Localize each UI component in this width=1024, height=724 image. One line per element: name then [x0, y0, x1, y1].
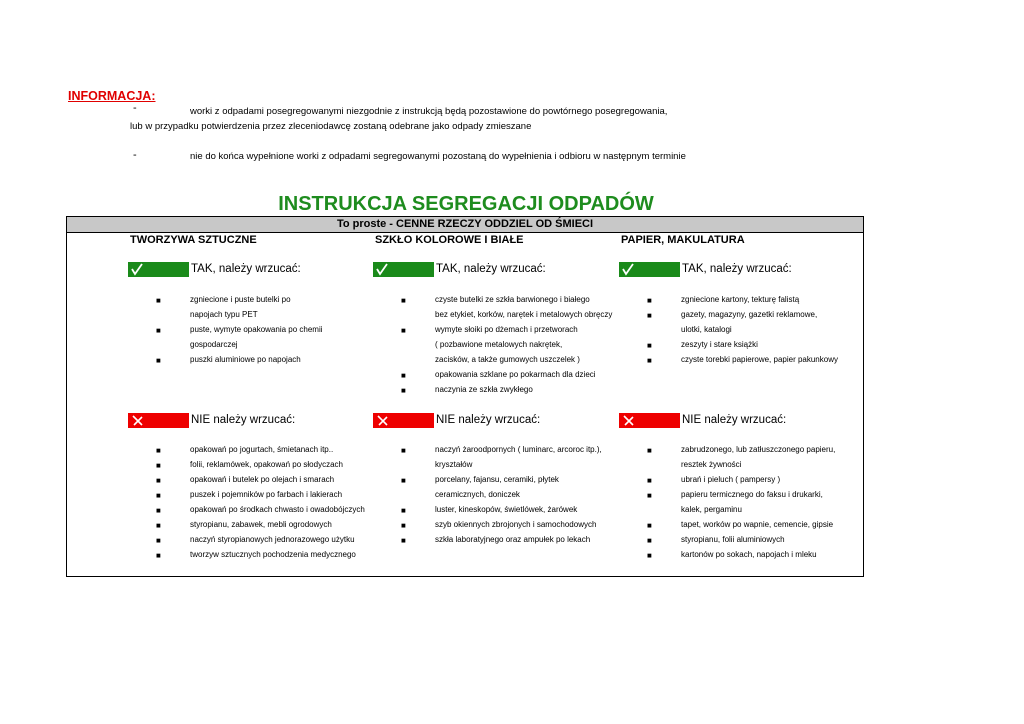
no-badge: [373, 413, 434, 428]
bullet-marker: ■: [647, 296, 652, 305]
yes-badge: [373, 262, 434, 277]
bullet-marker: ■: [647, 536, 652, 545]
bullet-marker: ■: [401, 506, 406, 515]
info-dash-2: -: [133, 149, 137, 161]
list-item: szyb okiennych zbrojonych i samochodowych: [435, 520, 597, 529]
check-icon: [621, 263, 635, 276]
list-item: ceramicznych, doniczek: [435, 490, 520, 499]
list-item: opakowań po środkach chwasto i owadobójczych: [190, 505, 365, 514]
bullet-marker: ■: [647, 341, 652, 350]
list-item: tapet, worków po wapnie, cemencie, gipsie: [681, 520, 834, 529]
yes-label: TAK, należy wrzucać:: [436, 263, 546, 275]
bullet-marker: ■: [647, 446, 652, 455]
list-item: zeszyty i stare książki: [681, 340, 758, 349]
yes-badge: [128, 262, 189, 277]
list-item: styropianu, zabawek, mebli ogrodowych: [190, 520, 332, 529]
list-item: opakowania szklane po pokarmach dla dzieci: [435, 370, 596, 379]
list-item: zgniecione kartony, tekturę falistą: [681, 295, 800, 304]
list-item: wymyte słoiki po dżemach i przetworach: [435, 325, 578, 334]
list-item: porcelany, fajansu, ceramiki, płytek: [435, 475, 559, 484]
bullet-marker: ■: [156, 521, 161, 530]
list-item: czyste butelki ze szkła barwionego i białego: [435, 295, 590, 304]
list-item: naczyń styropianowych jednorazowego użytku: [190, 535, 355, 544]
bullet-marker: ■: [647, 356, 652, 365]
cross-icon: [130, 414, 146, 427]
list-item: naczyń żaroodpornych ( luminarc, arcoroc itp.),: [435, 445, 602, 454]
list-item: folii, reklamówek, opakowań po słodyczach: [190, 460, 343, 469]
list-item: czyste torebki papierowe, papier pakunkowy: [681, 355, 838, 364]
bullet-marker: ■: [401, 446, 406, 455]
bullet-marker: ■: [156, 446, 161, 455]
bullet-marker: ■: [156, 356, 161, 365]
list-item: kalek, pergaminu: [681, 505, 742, 514]
column-heading: SZKŁO KOLOROWE I BIAŁE: [375, 234, 524, 246]
no-label: NIE należy wrzucać:: [191, 414, 296, 426]
info-line-3: nie do końca wypełnione worki z odpadami segregowanymi pozostaną do wypełnienia i odbioru w następnym terminie: [190, 151, 686, 162]
list-item: kartonów po sokach, napojach i mleku: [681, 550, 817, 559]
list-item: naczynia ze szkła zwykłego: [435, 385, 533, 394]
cross-icon: [375, 414, 391, 427]
list-item: opakowań i butelek po olejach i smarach: [190, 475, 335, 484]
bullet-marker: ■: [401, 476, 406, 485]
list-item: gazety, magazyny, gazetki reklamowe,: [681, 310, 818, 319]
bullet-marker: ■: [401, 371, 406, 380]
info-line-1: worki z odpadami posegregowanymi niezgodnie z instrukcją będą pozostawione do powtórnego posegregowania,: [190, 106, 668, 117]
bullet-marker: ■: [401, 326, 406, 335]
list-item: napojach typu PET: [190, 310, 258, 319]
no-label: NIE należy wrzucać:: [436, 414, 541, 426]
column-heading: TWORZYWA SZTUCZNE: [130, 234, 257, 246]
list-item: ubrań i pieluch ( pampersy ): [681, 475, 781, 484]
bullet-marker: ■: [156, 326, 161, 335]
check-icon: [130, 263, 144, 276]
bullet-marker: ■: [156, 296, 161, 305]
bullet-marker: ■: [156, 461, 161, 470]
bullet-marker: ■: [401, 386, 406, 395]
bullet-marker: ■: [401, 536, 406, 545]
bullet-marker: ■: [647, 476, 652, 485]
no-badge: [128, 413, 189, 428]
list-item: kryształów: [435, 460, 473, 469]
bullet-marker: ■: [647, 311, 652, 320]
list-item: styropianu, folii aluminiowych: [681, 535, 785, 544]
bullet-marker: ■: [156, 551, 161, 560]
cross-icon: [621, 414, 637, 427]
column-heading: PAPIER, MAKULATURA: [621, 234, 745, 246]
list-item: tworzyw sztucznych pochodzenia medycznego: [190, 550, 356, 559]
list-item: resztek żywności: [681, 460, 742, 469]
list-item: opakowań po jogurtach, śmietanach itp..: [190, 445, 334, 454]
no-badge: [619, 413, 680, 428]
list-item: zacisków, a także gumowych uszczelek ): [435, 355, 580, 364]
list-item: ulotki, katalogi: [681, 325, 732, 334]
table-header: To proste - CENNE RZECZY ODDZIEL OD ŚMIECI: [67, 217, 863, 233]
bullet-marker: ■: [647, 491, 652, 500]
info-title: INFORMACJA:: [68, 89, 156, 103]
list-item: szkła laboratyjnego oraz ampułek po lekach: [435, 535, 591, 544]
info-dash-1: -: [133, 102, 137, 114]
bullet-marker: ■: [647, 551, 652, 560]
no-label: NIE należy wrzucać:: [682, 414, 787, 426]
list-item: luster, kineskopów, świetlówek, żarówek: [435, 505, 578, 514]
list-item: ( pozbawione metalowych nakrętek,: [435, 340, 563, 349]
list-item: papieru termicznego do faksu i drukarki,: [681, 490, 823, 499]
info-line-2: lub w przypadku potwierdzenia przez zleceniodawcę zostaną odebrane jako odpady zmieszane: [130, 121, 532, 132]
list-item: puszek i pojemników po farbach i lakierach: [190, 490, 343, 499]
bullet-marker: ■: [156, 536, 161, 545]
list-item: puszki aluminiowe po napojach: [190, 355, 301, 364]
yes-label: TAK, należy wrzucać:: [191, 263, 301, 275]
check-icon: [375, 263, 389, 276]
bullet-marker: ■: [401, 521, 406, 530]
bullet-marker: ■: [156, 476, 161, 485]
bullet-marker: ■: [156, 506, 161, 515]
list-item: puste, wymyte opakowania po chemii: [190, 325, 323, 334]
page-title: INSTRUKCJA SEGREGACJI ODPADÓW: [278, 193, 654, 215]
bullet-marker: ■: [647, 521, 652, 530]
list-item: bez etykiet, korków, narętek i metalowych obręczy: [435, 310, 613, 319]
bullet-marker: ■: [401, 296, 406, 305]
yes-label: TAK, należy wrzucać:: [682, 263, 792, 275]
bullet-marker: ■: [156, 491, 161, 500]
list-item: gospodarczej: [190, 340, 238, 349]
list-item: zabrudzonego, lub zatłuszczonego papieru,: [681, 445, 836, 454]
list-item: zgniecione i puste butelki po: [190, 295, 291, 304]
yes-badge: [619, 262, 680, 277]
